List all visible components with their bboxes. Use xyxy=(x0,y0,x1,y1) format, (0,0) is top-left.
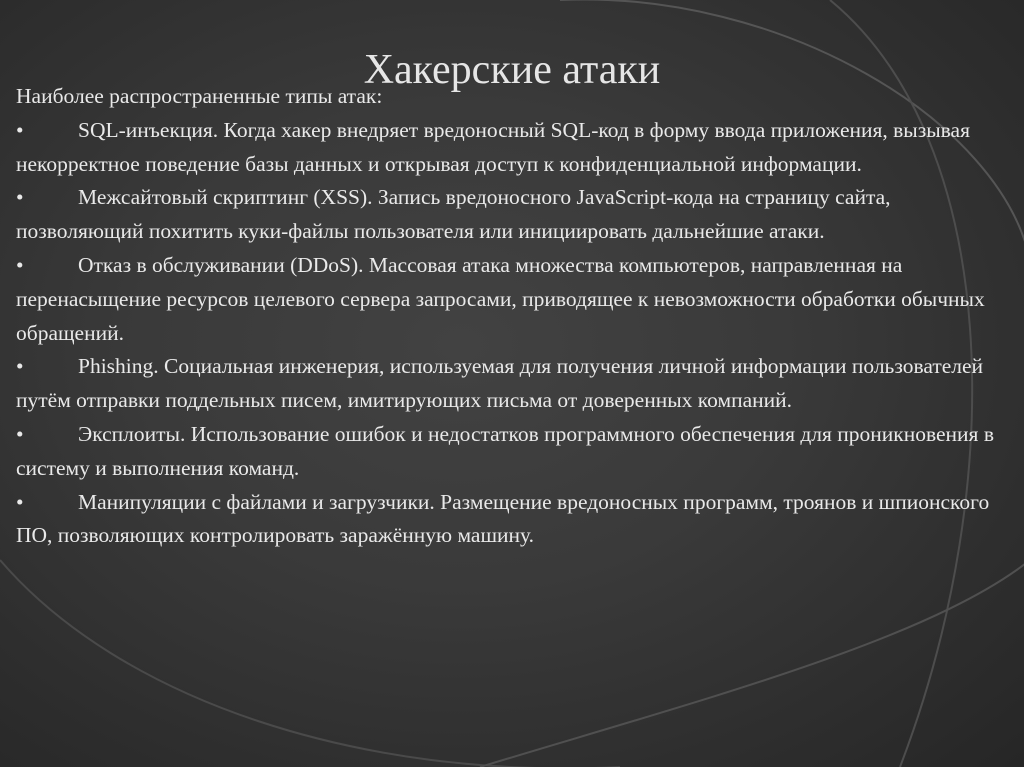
bullet-icon: • xyxy=(16,252,24,277)
list-item xyxy=(16,181,1001,249)
list-item-text: Межсайтовый скриптинг (XSS). Запись вредоносного JavaScript-кода на страницу сайта, позволяющий похитить куки-файлы пользователя или инициировать дальнейшие атаки. xyxy=(16,185,891,244)
list-item-text: Эксплоиты. Использование ошибок и недостатков программного обеспечения для проникновения в систему и выполнения команд. xyxy=(16,421,994,480)
list-item-text: Отказ в обслуживании (DDoS). Массовая атака множества компьютеров, направленная на перенасыщение ресурсов целевого сервера запросами, приводящее к невозможности обработки обычных обращений. xyxy=(16,252,985,345)
arc-bottom-right xyxy=(480,560,1024,767)
list-item-text: Манипуляции с файлами и загрузчики. Размещение вредоносных программ, троянов и шпионского ПО, позволяющих контролировать заражённую машину. xyxy=(16,489,990,548)
list-item xyxy=(16,114,1001,182)
list-item-text: SQL-инъекция. Когда хакер внедряет вредоносный SQL-код в форму ввода приложения, вызывая некорректное поведение базы данных и открывая доступ к конфиденциальной информации. xyxy=(16,117,970,176)
intro-text: Наиболее распространенные типы атак: xyxy=(16,84,383,108)
bullet-icon: • xyxy=(16,421,24,446)
slide-title: Хакерские атаки xyxy=(363,47,661,94)
bullet-icon: • xyxy=(16,489,24,514)
slide-body xyxy=(16,80,1001,553)
list-item xyxy=(16,418,1001,486)
bullet-icon: • xyxy=(16,117,24,142)
arc-bottom-left xyxy=(0,560,620,767)
bullet-icon: • xyxy=(16,185,24,210)
bullet-icon: • xyxy=(16,354,24,379)
list-item-text: Phishing. Социальная инженерия, используемая для получения личной информации пользователей путём отправки поддельных писем, имитирующих письма от доверенных компаний. xyxy=(16,354,984,413)
list-item xyxy=(16,350,1001,418)
list-item xyxy=(16,486,1001,554)
list-item xyxy=(16,249,1001,350)
